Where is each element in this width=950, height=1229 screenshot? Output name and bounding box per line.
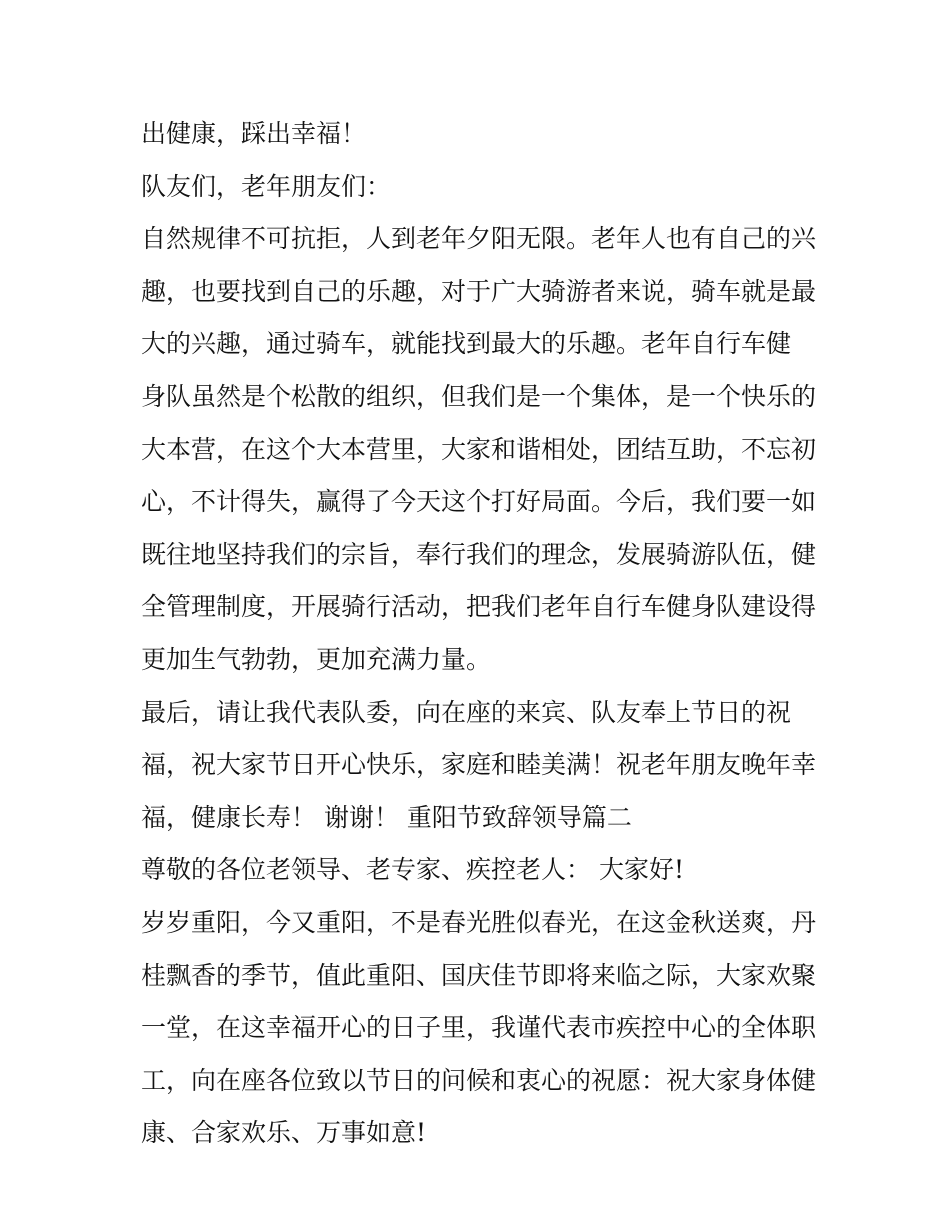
text-line: 自然规律不可抗拒，人到老年夕阳无限。老年人也有自己的兴	[141, 224, 817, 254]
text-line: 桂飘香的季节，值此重阳、国庆佳节即将来临之际，大家欢聚	[141, 960, 817, 990]
text-line: 大的兴趣，通过骑车，就能找到最大的乐趣。老年自行车健	[141, 329, 792, 359]
text-line: 既往地坚持我们的宗旨，奉行我们的理念，发展骑游队伍，健	[141, 539, 817, 569]
text-line: 尊敬的各位老领导、老专家、疾控老人： 大家好!	[141, 855, 684, 885]
text-line: 全管理制度，开展骑行活动，把我们老年自行车健身队建设得	[141, 592, 817, 622]
text-line: 岁岁重阳，今又重阳，不是春光胜似春光，在这金秋送爽，丹	[141, 907, 817, 937]
text-line: 福，健康长寿！ 谢谢！ 重阳节致辞领导篇二	[141, 802, 632, 832]
text-line: 康、合家欢乐、万事如意!	[141, 1118, 427, 1148]
text-line: 趣，也要找到自己的乐趣，对于广大骑游者来说，骑车就是最	[141, 276, 817, 306]
text-line: 福，祝大家节日开心快乐，家庭和睦美满！祝老年朋友晚年幸	[141, 750, 817, 780]
text-line: 一堂，在这幸福开心的日子里，我谨代表市疾控中心的全体职	[141, 1013, 817, 1043]
text-line: 出健康，踩出幸福！	[141, 119, 367, 148]
text-line: 队友们，老年朋友们：	[141, 171, 392, 201]
text-line: 身队虽然是个松散的组织，但我们是一个集体，是一个快乐的	[141, 381, 817, 411]
text-line: 心，不计得失，赢得了今天这个打好局面。今后，我们要一如	[141, 487, 817, 517]
text-line: 大本营，在这个大本营里，大家和谐相处，团结互助，不忘初	[141, 434, 817, 464]
text-line: 更加生气勃勃，更加充满力量。	[141, 644, 492, 674]
document-body	[141, 108, 821, 1160]
text-line: 最后，请让我代表队委，向在座的来宾、队友奉上节日的祝	[141, 697, 792, 727]
text-line: 工，向在座各位致以节日的问候和衷心的祝愿：祝大家身体健	[141, 1065, 817, 1095]
